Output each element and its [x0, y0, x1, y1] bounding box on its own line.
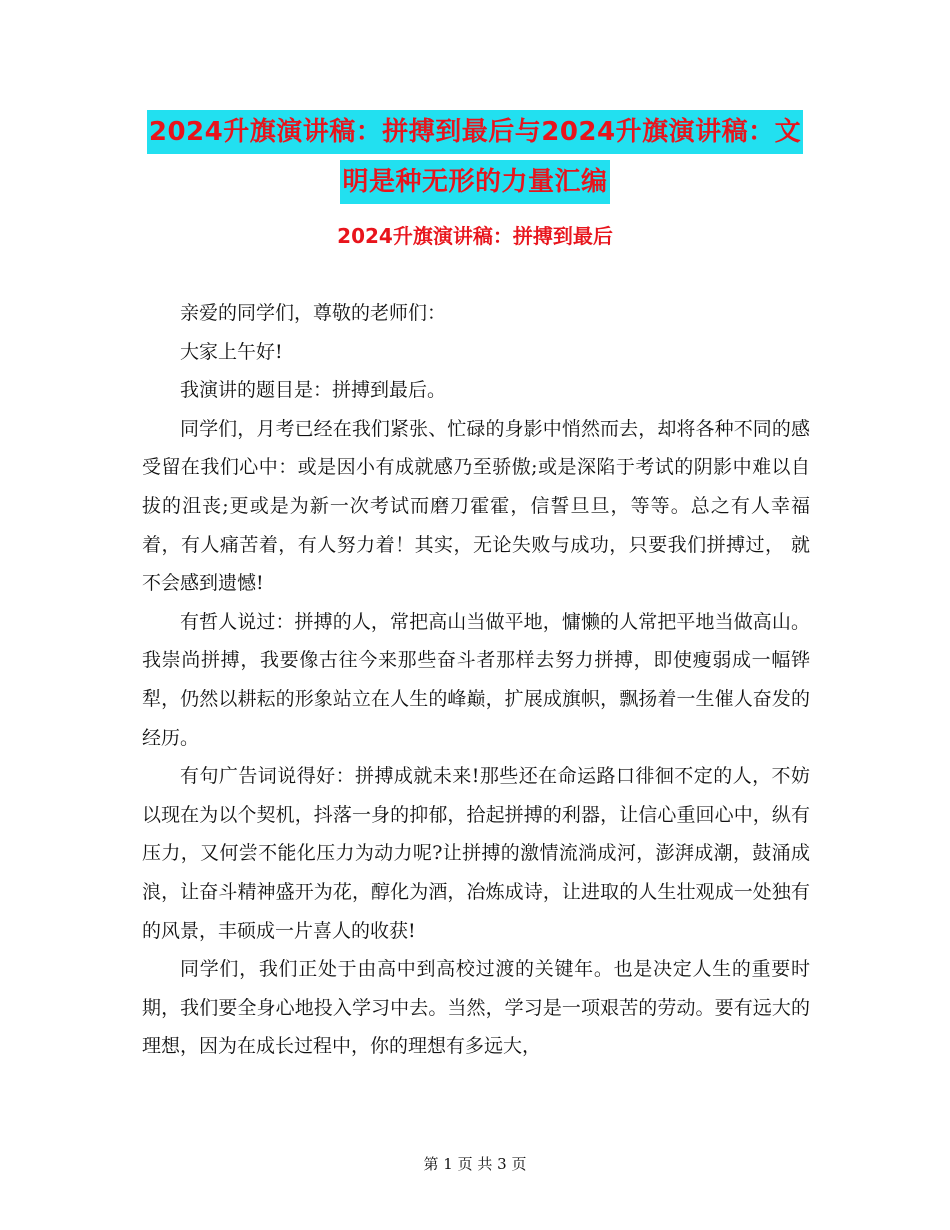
section-title: 2024升旗演讲稿：拼搏到最后 — [337, 224, 613, 248]
paragraph-greeting: 大家上午好! — [180, 340, 283, 363]
paragraph: 有句广告词说得好：拼搏成就未来!那些还在命运路口徘徊不定的人，不妨以现在为以个契机，抖落一身的抑郁，拾起拼搏的利器，让信心重回心中，纵有压力，又何尝不能化压力为动力呢?让拼搏的激情流淌成河，澎湃成潮，鼓涌成浪，让奋斗精神盛开为花，醇化为酒，冶炼成诗，让进取的人生壮观成一处独有的风景，丰硕成一片喜人的收获! — [142, 765, 810, 942]
page-footer: 第 1 页 共 3 页 — [423, 1155, 527, 1173]
document-title-line-1: 2024升旗演讲稿：拼搏到最后与2024升旗演讲稿：文 — [147, 110, 803, 154]
document-title — [0, 110, 950, 204]
document-body — [142, 294, 810, 1066]
paragraph: 同学们，我们正处于由高中到高校过渡的关键年。也是决定人生的重要时期，我们要全身心地投入学习中去。当然，学习是一项艰苦的劳动。要有远大的理想，因为在成长过程中，你的理想有多远大， — [142, 958, 810, 1058]
paragraph-salutation: 亲爱的同学们，尊敬的老师们： — [180, 302, 447, 324]
paragraph: 有哲人说过：拼搏的人，常把高山当做平地，慵懒的人常把平地当做高山。我崇尚拼搏，我要像古往今来那些奋斗者那样去努力拼搏，即使瘦弱成一幅铧犁，仍然以耕耘的形象站立在人生的峰巅，扩展成旗帜，飘扬着一生催人奋发的经历。 — [142, 610, 810, 749]
document-title-line-2: 明是种无形的力量汇编 — [340, 160, 609, 204]
paragraph: 同学们，月考已经在我们紧张、忙碌的身影中悄然而去，却将各种不同的感受留在我们心中：或是因小有成就感乃至骄傲;或是深陷于考试的阴影中难以自拔的沮丧;更或是为新一次考试而磨刀霍霍，信誓旦旦，等等。总之有人幸福着，有人痛苦着，有人努力着！其实，无论失败与成功，只要我们拼搏过， 就不会感到遗憾! — [142, 417, 810, 595]
paragraph-topic: 我演讲的题目是：拼搏到最后。 — [180, 379, 447, 402]
